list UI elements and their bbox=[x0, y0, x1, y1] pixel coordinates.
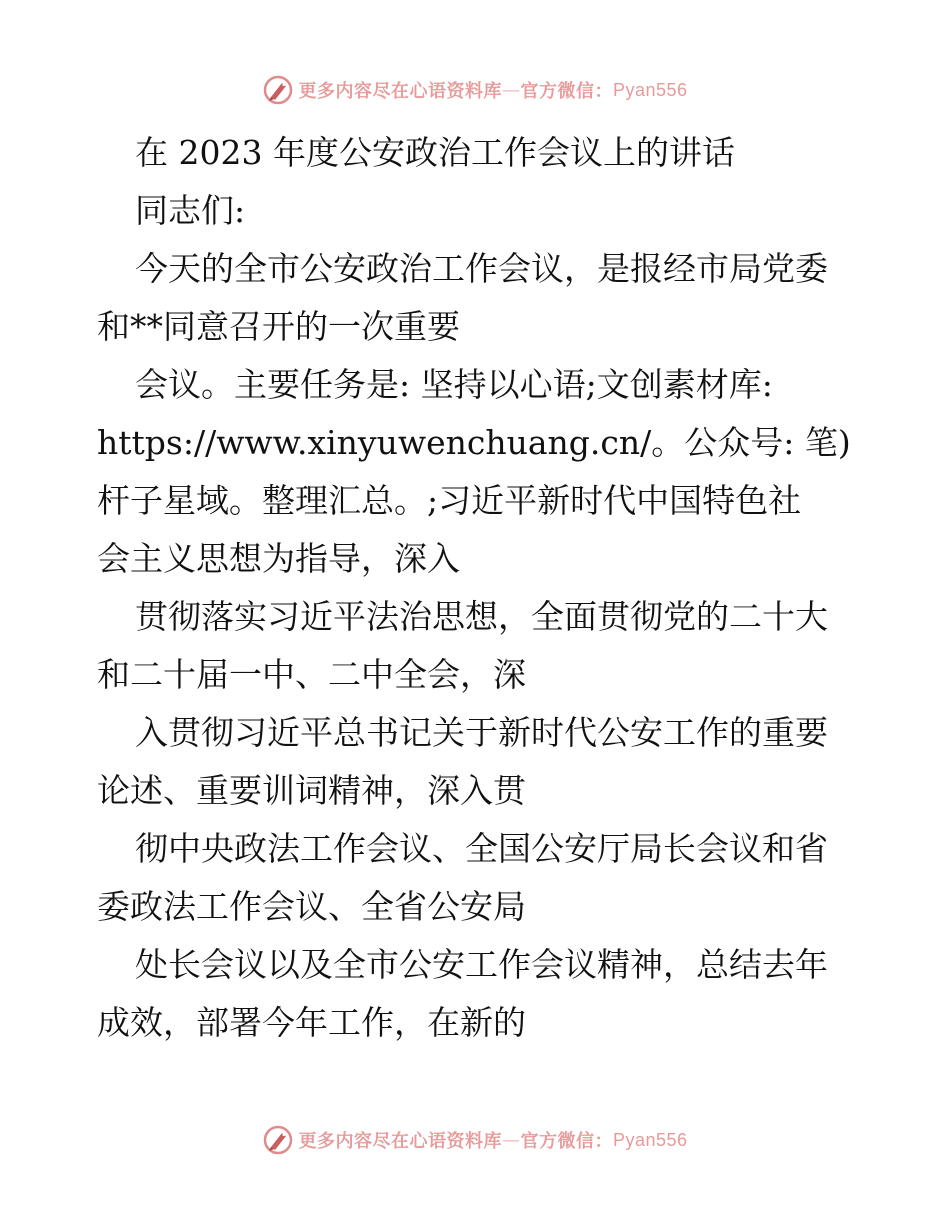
body-line: 今天的全市公安政治工作会议，是报经市局党委 bbox=[135, 249, 828, 288]
body-line: 会议。主要任务是: 坚持以心语;文创素材库: bbox=[135, 365, 773, 404]
footer-watermark bbox=[0, 1120, 950, 1160]
watermark-label: 官方微信： bbox=[520, 81, 613, 102]
document-title: 在 2023 年度公安政治工作会议上的讲话 bbox=[135, 133, 735, 172]
body-line: 彻中央政法工作会议、全国公安厅局长会议和省 bbox=[135, 829, 828, 868]
watermark-wechat-id: Pyan556 bbox=[612, 79, 688, 100]
body-line: 入贯彻习近平总书记关于新时代公安工作的重要 bbox=[135, 713, 828, 752]
watermark-wechat-id: Pyan556 bbox=[612, 1129, 688, 1150]
body-line: 和**同意召开的一次重要 bbox=[97, 307, 460, 346]
body-line: https://www.xinyuwenchuang.cn/。公众号: 笔) bbox=[97, 423, 851, 462]
body-line: 会主义思想为指导，深入 bbox=[97, 539, 460, 578]
pen-logo-icon bbox=[262, 1124, 294, 1156]
body-line: 杆子星域。整理汇总。;习近平新时代中国特色社 bbox=[97, 481, 802, 520]
header-watermark bbox=[0, 70, 950, 110]
document-body bbox=[97, 124, 857, 1052]
body-line: 贯彻落实习近平法治思想，全面贯彻党的二十大 bbox=[135, 597, 828, 636]
body-line: 处长会议以及全市公安工作会议精神，总结去年 bbox=[135, 945, 828, 984]
body-line: 委政法工作会议、全省公安局 bbox=[97, 887, 526, 926]
watermark-label: 官方微信： bbox=[520, 1131, 613, 1152]
body-line: 和二十届一中、二中全会，深 bbox=[97, 655, 526, 694]
salutation: 同志们: bbox=[135, 191, 246, 230]
watermark-main-text: 更多内容尽在心语资料库 bbox=[298, 1131, 502, 1152]
watermark-main-text: 更多内容尽在心语资料库 bbox=[298, 81, 502, 102]
watermark-separator: — bbox=[501, 79, 521, 101]
body-line: 成效，部署今年工作，在新的 bbox=[97, 1003, 526, 1042]
body-line: 论述、重要训词精神，深入贯 bbox=[97, 771, 526, 810]
watermark-separator: — bbox=[501, 1129, 521, 1151]
pen-logo-icon bbox=[262, 74, 294, 106]
